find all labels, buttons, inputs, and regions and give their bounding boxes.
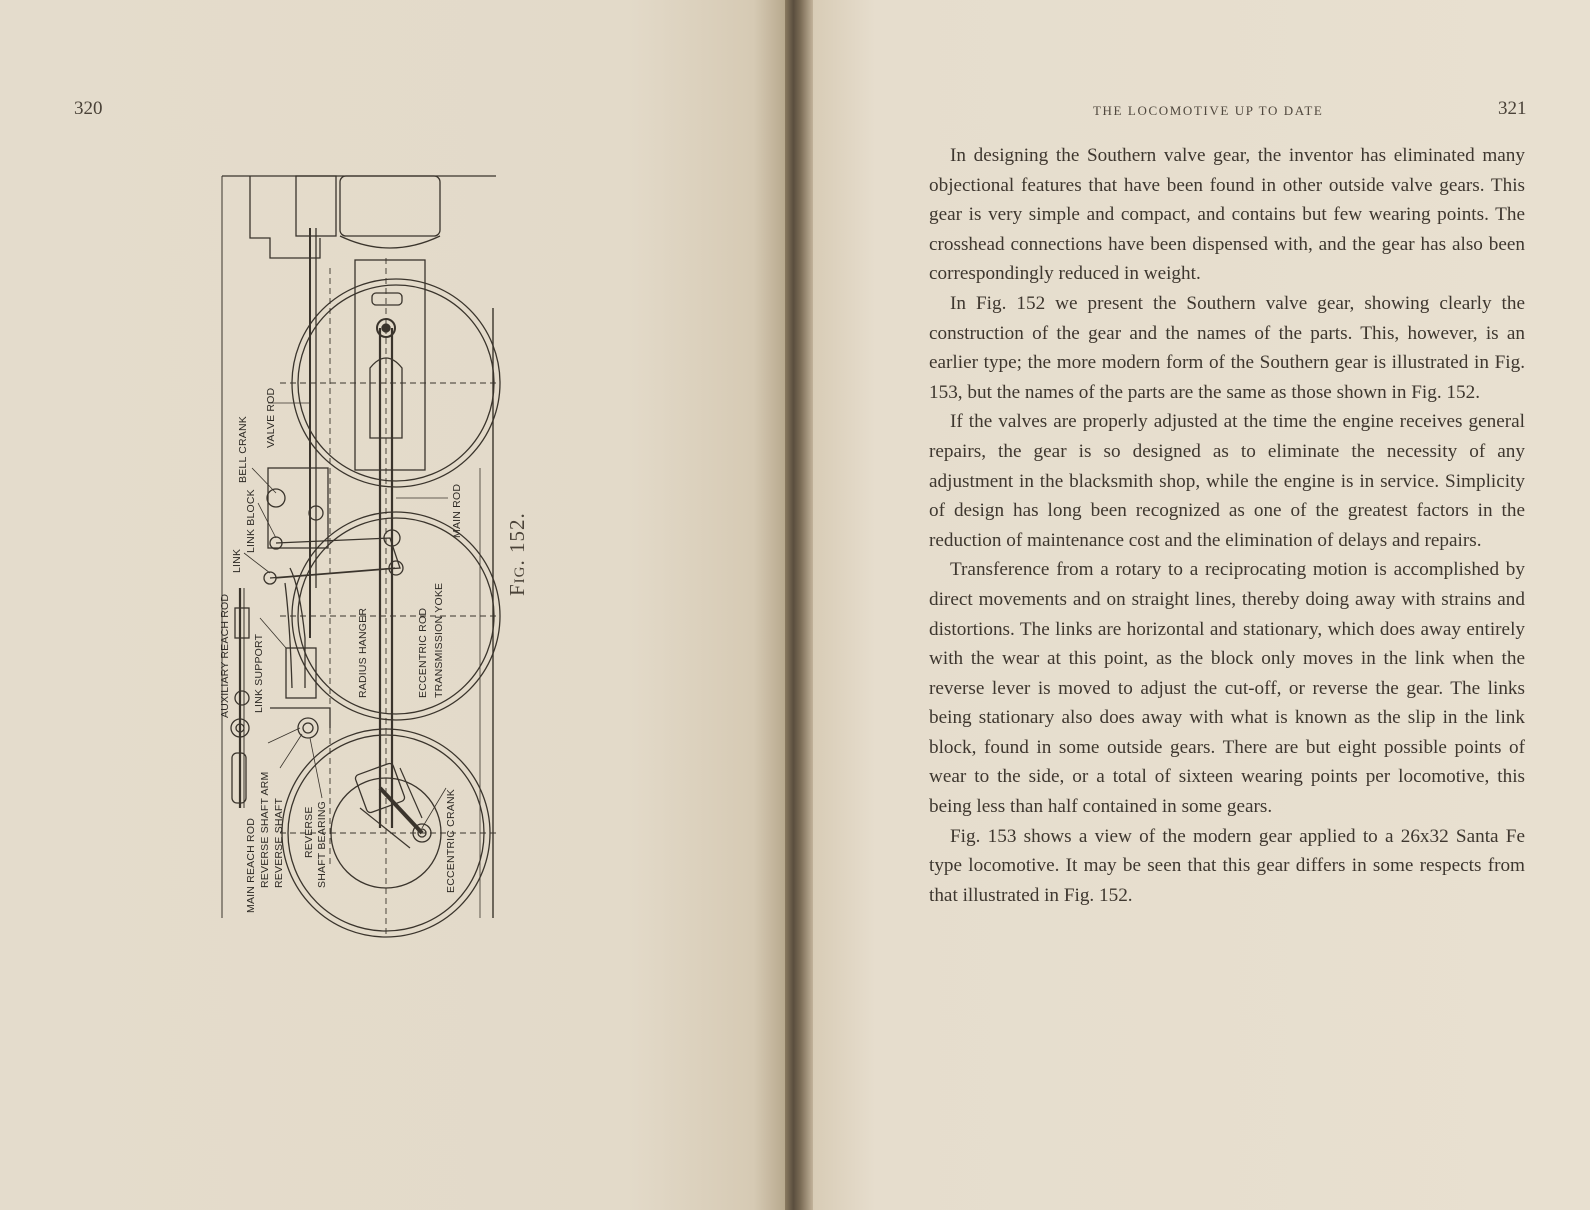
label-valve-rod: VALVE ROD bbox=[265, 387, 277, 448]
label-reverse-shaft-bearing-1: REVERSE bbox=[303, 806, 315, 858]
label-reverse-shaft-bearing-2: SHAFT BEARING bbox=[316, 800, 328, 888]
figure-caption-rest: ig. 152. bbox=[505, 512, 529, 584]
label-reverse-shaft: REVERSE SHAFT bbox=[273, 797, 285, 888]
paragraph-5: Fig. 153 shows a view of the modern gear applied to a 26x32 Santa Fe type locomotive. It may be seen that this gear differs in some respects from that illustrated in Fig. 152. bbox=[929, 825, 1525, 906]
label-eccentric-crank: ECCENTRIC CRANK bbox=[445, 789, 457, 893]
bell-crank-pivot bbox=[267, 489, 285, 507]
label-radius-hanger: RADIUS HANGER bbox=[357, 607, 369, 698]
paragraph-2: In Fig. 152 we present the Southern valve gear, showing clearly the construction of the gear and the names of the parts. This, however, is an earlier type; the more modern form of the Southern gear is illustrated in Fig. 153, but the names of the parts are the same as those shown in Fig. 152. bbox=[929, 292, 1525, 403]
label-main-reach-rod: MAIN REACH ROD bbox=[245, 818, 257, 913]
figure-caption-prefix: F bbox=[505, 583, 529, 596]
body-text bbox=[929, 141, 1525, 910]
label-bell-crank: BELL CRANK bbox=[237, 416, 249, 483]
valve-chest bbox=[296, 176, 336, 236]
label-main-rod: MAIN ROD bbox=[451, 483, 463, 538]
label-link-block: LINK BLOCK bbox=[245, 489, 257, 553]
label-auxiliary-reach-rod: AUXILIARY REACH ROD bbox=[219, 593, 231, 718]
label-link-support: LINK SUPPORT bbox=[253, 633, 265, 713]
book-gutter bbox=[785, 0, 813, 1210]
page-number-left: 320 bbox=[74, 98, 103, 119]
label-eccentric-rod: ECCENTRIC ROD bbox=[417, 607, 429, 698]
label-reverse-shaft-arm: REVERSE SHAFT ARM bbox=[259, 771, 271, 888]
label-transmission-yoke: TRANSMISSION YOKE bbox=[433, 582, 445, 698]
valve-gear-drawing bbox=[210, 168, 510, 958]
running-head: THE LOCOMOTIVE UP TO DATE bbox=[1093, 103, 1324, 118]
paragraph-1: In designing the Southern valve gear, the inventor has eliminated many objectional features that have been found in other outside valve gears. This gear is very simple and compact, and contains but few wearing points. The crosshead connections have been dispensed with, and the gear has also been correspondingly reduced in weight. bbox=[929, 145, 1525, 285]
valve-gear-figure bbox=[210, 168, 510, 958]
figure-caption bbox=[505, 512, 530, 596]
paragraph-3: If the valves are properly adjusted at the time the engine receives general repairs, the gear is so designed as to eliminate the necessity of any adjustment in the blacksmith shop, while the engine is in service. Simplicity of design has long been recognized as one of the greatest factors in the reduction of maintenance cost and the elimination of delays and repairs. bbox=[929, 411, 1525, 551]
paragraph-4: Transference from a rotary to a reciprocating motion is accomplished by direct movements and on straight lines, thereby doing away with strains and distortions. The links are horizontal and stationary, which does away entirely with the wear at this point, as the block only moves in the link when the reverse lever is moved to adjust the cut-off, or reverse the gear. The links being stationary also does away with what is known as the slip in the link block, found in some outside gears. There are but eight possible points of wear to the side, or a total of sixteen wearing points per locomotive, this being less than half contained in some gears. bbox=[929, 559, 1525, 818]
page-number-right: 321 bbox=[1498, 98, 1527, 119]
label-link: LINK bbox=[231, 548, 243, 573]
